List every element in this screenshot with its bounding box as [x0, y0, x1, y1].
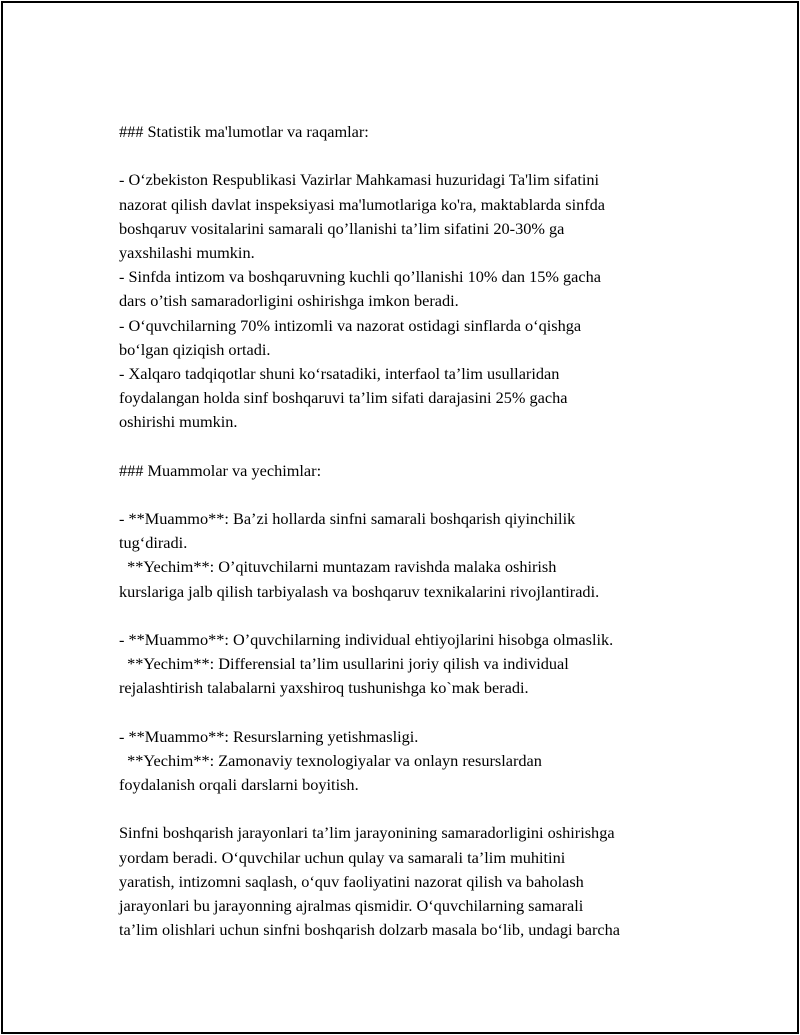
text-line: - O‘zbekiston Respublikasi Vazirlar Mahkamasi huzuridagi Ta'lim sifatini: [119, 170, 600, 190]
text-line: boshqaruv vositalarini samarali qo’llanishi ta’lim sifatini 20-30% ga: [119, 218, 565, 238]
section-heading-statistics: ### Statistik ma'lumotlar va raqamlar:: [119, 122, 369, 141]
text-line: **Yechim**: Zamonaviy texnologiyalar va onlayn resurslardan: [119, 750, 542, 770]
text-line: ta’lim olishlari uchun sinfni boshqarish dolzarb masala bo‘lib, undagi barcha: [119, 920, 620, 940]
blank-line: [119, 797, 719, 821]
text-line: - **Muammo**: Resurslarning yetishmasligi.: [119, 726, 419, 746]
text-line: jarayonlari bu jarayonning ajralmas qismidir. O‘quvchilarning samarali: [119, 896, 584, 915]
text-line: foydalangan holda sinf boshqaruvi ta’lim sifati darajasini 25% gacha: [119, 388, 568, 408]
text-line: **Yechim**: Differensial ta’lim usullarini joriy qilish va individual: [119, 654, 569, 674]
document-body: [119, 120, 719, 942]
section-heading-problems: ### Muammolar va yechimlar:: [119, 460, 322, 480]
text-line: - **Muammo**: O’quvchilarning individual ehtiyojlarini hisobga olmaslik.: [119, 629, 614, 649]
text-line: bo‘lgan qiziqish ortadi.: [119, 339, 271, 359]
text-line: rejalashtirish talabalarni yaxshiroq tushunishga ko`mak beradi.: [119, 678, 529, 698]
text-line: yaxshilashi mumkin.: [119, 242, 255, 262]
document-page: [1, 1, 799, 1034]
text-line: - Xalqaro tadqiqotlar shuni ko‘rsatadiki, interfaol ta’lim usullaridan: [119, 363, 560, 383]
text-line: **Yechim**: O’qituvchilarni muntazam ravishda malaka oshirish: [119, 557, 557, 577]
blank-line: [119, 701, 719, 725]
text-line: dars o’tish samaradorligini oshirishga imkon beradi.: [119, 291, 459, 311]
text-line: - O‘quvchilarning 70% intizomli va nazorat ostidagi sinflarda o‘qishga: [119, 315, 582, 335]
text-line: Sinfni boshqarish jarayonlari ta’lim jarayonining samaradorligini oshirishga: [119, 823, 615, 843]
text-line: yaratish, intizomni saqlash, o‘quv faoliyatini nazorat qilish va baholash: [119, 871, 584, 891]
blank-line: [119, 434, 719, 458]
blank-line: [119, 604, 719, 628]
text-line: yordam beradi. O‘quvchilar uchun qulay va samarali ta’lim muhitini: [119, 847, 566, 867]
blank-line: [119, 483, 719, 507]
text-line: kurslariga jalb qilish tarbiyalash va boshqaruv texnikalarini rivojlantiradi.: [119, 581, 600, 601]
text-line: - **Muammo**: Ba’zi hollarda sinfni samarali boshqarish qiyinchilik: [119, 509, 576, 528]
blank-line: [119, 144, 719, 168]
text-line: oshirishi mumkin.: [119, 412, 238, 432]
text-line: - Sinfda intizom va boshqaruvning kuchli qo’llanishi 10% dan 15% gacha: [119, 267, 602, 287]
text-line: foydalanish orqali darslarni boyitish.: [119, 775, 359, 795]
text-line: tug‘diradi.: [119, 533, 188, 553]
text-line: nazorat qilish davlat inspeksiyasi ma'lumotlariga ko'ra, maktablarda sinfda: [119, 194, 606, 214]
